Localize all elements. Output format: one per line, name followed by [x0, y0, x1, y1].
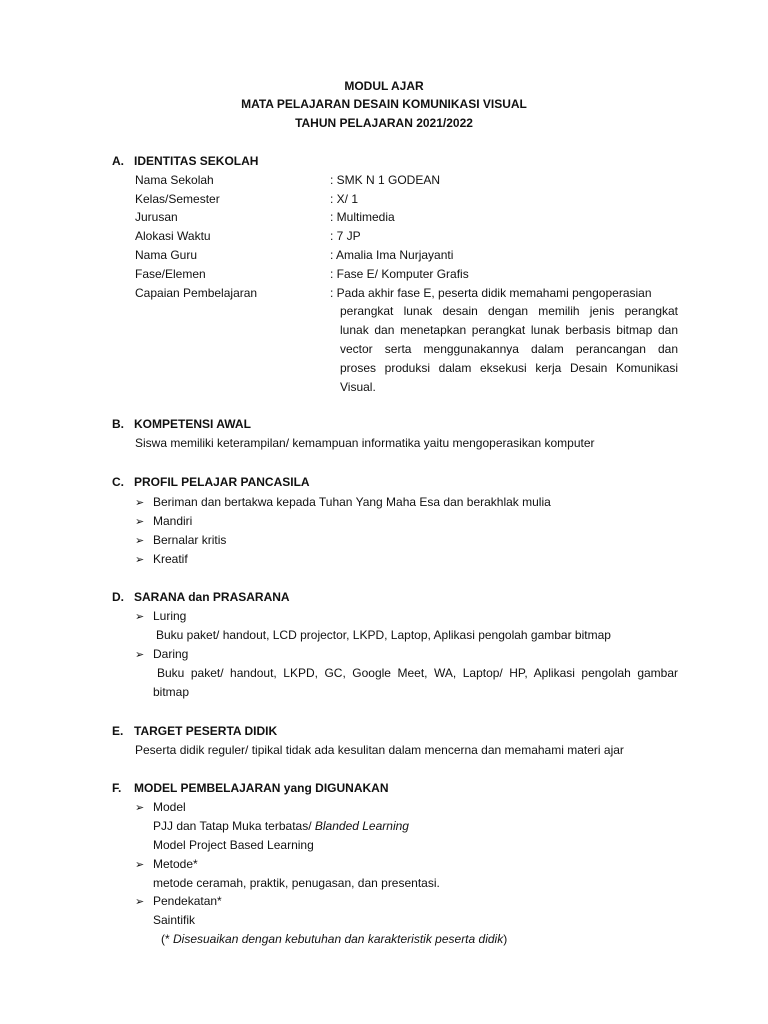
section-e-heading — [112, 724, 277, 739]
doc-subject: MATA PELAJARAN DESAIN KOMUNIKASI VISUAL — [241, 97, 527, 111]
list-item — [135, 857, 198, 873]
footnote-part: ) — [503, 932, 508, 946]
arrow-bullet-icon: ➢ — [135, 535, 145, 547]
arrow-bullet-icon: ➢ — [135, 516, 145, 528]
row-value: : X/ 1 — [330, 192, 359, 206]
capaian-label: Capaian Pembelajaran — [135, 286, 258, 300]
list-item — [135, 647, 188, 663]
row-value: : 7 JP — [330, 229, 361, 243]
section-title-part: PRASARANA — [212, 590, 290, 604]
section-f-heading — [112, 781, 389, 796]
footnote — [161, 932, 507, 947]
model-text-italic: Blanded Learning — [314, 819, 409, 833]
section-letter: E. — [112, 724, 124, 738]
capaian-line: vector serta menggunakannya dalam perancangan dan — [340, 342, 678, 356]
row-value: : Amalia Ima Nurjayanti — [330, 248, 454, 262]
section-letter: A. — [112, 154, 124, 168]
list-item — [135, 800, 186, 816]
capaian-first-line: : Pada akhir fase E, peserta didik memahami pengoperasian — [330, 286, 652, 300]
section-title-part: MODEL PEMBELAJARAN — [134, 781, 281, 795]
arrow-bullet-icon: ➢ — [135, 611, 145, 623]
model-text: PJJ dan Tatap Muka terbatas/ — [153, 819, 315, 833]
arrow-bullet-icon: ➢ — [135, 554, 145, 566]
doc-title: MODUL AJAR — [344, 79, 424, 93]
footnote-part: (* — [161, 932, 173, 946]
list-item-text: Beriman dan bertakwa kepada Tuhan Yang Maha Esa dan berakhlak mulia — [153, 495, 551, 509]
row-label: Nama Guru — [135, 248, 198, 262]
section-title-part: SARANA — [134, 590, 185, 604]
row-label: Kelas/Semester — [135, 192, 220, 206]
capaian-line: proses produksi dalam eksekusi kerja Desain Komunikasi — [340, 361, 678, 375]
capaian-paragraph — [340, 302, 678, 397]
section-title: KOMPETENSI AWAL — [134, 417, 251, 431]
arrow-bullet-icon: ➢ — [135, 859, 145, 871]
section-letter: D. — [112, 590, 124, 604]
arrow-bullet-icon: ➢ — [135, 649, 145, 661]
list-item — [135, 533, 226, 549]
list-item — [135, 609, 186, 625]
section-title-part: dan — [184, 590, 213, 604]
row-label: Jurusan — [135, 210, 178, 224]
row-label: Nama Sekolah — [135, 173, 214, 187]
arrow-bullet-icon: ➢ — [135, 497, 145, 509]
section-title-part: DIGUNAKAN — [315, 781, 389, 795]
model-line — [153, 819, 409, 834]
section-d-heading — [112, 590, 290, 605]
list-item-text: Model — [153, 800, 186, 814]
capaian-line: Visual. — [340, 380, 376, 394]
row-value: : Multimedia — [330, 210, 395, 224]
capaian-line: perangkat lunak desain dengan memilih jenis perangkat — [340, 304, 678, 318]
section-c-heading — [112, 475, 310, 490]
target-text: Peserta didik reguler/ tipikal tidak ada kesulitan dalam mencerna dan memahami materi ajar — [135, 743, 624, 757]
section-title: IDENTITAS SEKOLAH — [134, 154, 259, 168]
section-letter: C. — [112, 475, 124, 489]
section-letter: B. — [112, 417, 124, 431]
section-letter: F. — [112, 781, 122, 795]
list-item-text: Pendekatan* — [153, 894, 222, 908]
footnote-italic: Disesuaikan dengan kebutuhan dan karakteristik peserta didik — [173, 932, 504, 946]
section-title-part: yang — [280, 781, 316, 795]
daring-text-line: bitmap — [153, 685, 190, 699]
row-value: : Fase E/ Komputer Grafis — [330, 267, 469, 281]
list-item-text: Mandiri — [153, 514, 193, 528]
section-title: PROFIL PELAJAR PANCASILA — [134, 475, 310, 489]
list-item — [135, 514, 192, 530]
list-item-text: Daring — [153, 647, 189, 661]
list-item-text: Metode* — [153, 857, 198, 871]
model-line: Model Project Based Learning — [153, 838, 314, 852]
list-item-text: Bernalar kritis — [153, 533, 227, 547]
list-item-text: Luring — [153, 609, 187, 623]
luring-text: Buku paket/ handout, LCD projector, LKPD, Laptop, Aplikasi pengolah gambar bitmap — [156, 628, 611, 642]
arrow-bullet-icon: ➢ — [135, 896, 145, 908]
row-label: Fase/Elemen — [135, 267, 206, 281]
kompetensi-text: Siswa memiliki keterampilan/ kemampuan informatika yaitu mengoperasikan komputer — [135, 436, 595, 450]
section-title: TARGET PESERTA DIDIK — [134, 724, 278, 738]
metode-text: metode ceramah, praktik, penugasan, dan presentasi. — [153, 876, 440, 890]
row-label: Alokasi Waktu — [135, 229, 211, 243]
section-a-heading — [112, 154, 258, 169]
list-item-text: Kreatif — [153, 552, 188, 566]
row-value: : SMK N 1 GODEAN — [330, 173, 441, 187]
list-item — [135, 552, 188, 568]
arrow-bullet-icon: ➢ — [135, 802, 145, 814]
daring-text-line: Buku paket/ handout, LKPD, GC, Google Meet, WA, Laptop/ HP, Aplikasi pengolah gambar — [157, 666, 678, 680]
list-item — [135, 495, 551, 511]
pendekatan-text: Saintifik — [153, 913, 196, 927]
section-b-heading — [112, 417, 251, 432]
list-item — [135, 894, 222, 910]
doc-year: TAHUN PELAJARAN 2021/2022 — [295, 116, 473, 130]
capaian-line: lunak dan menetapkan perangkat lunak berbasis bitmap dan — [340, 323, 678, 337]
